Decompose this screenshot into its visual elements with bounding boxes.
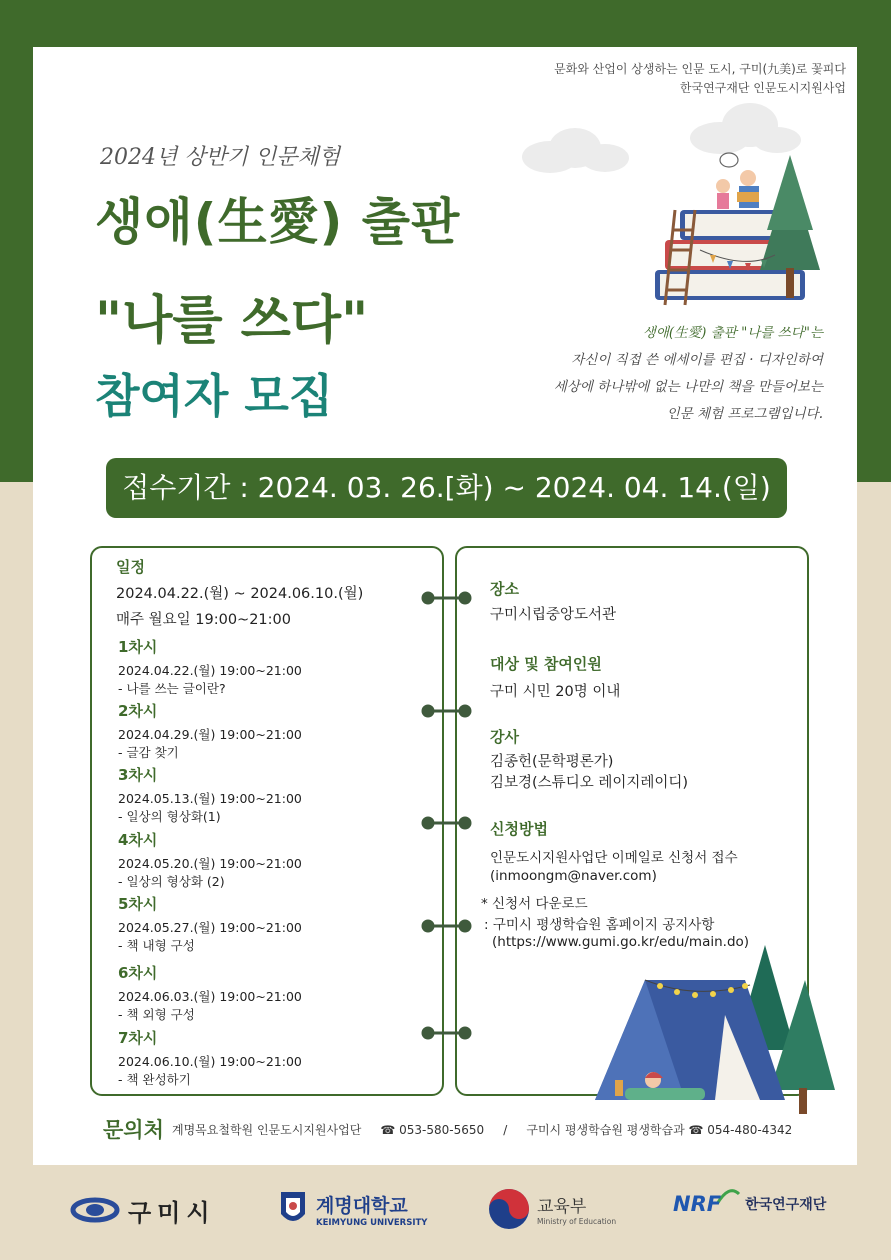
session-date: 2024.05.27.(월) 19:00~21:00 — [118, 920, 302, 935]
keimyung-name-kr: 계명대학교 — [316, 1194, 408, 1217]
session-topic: - 나를 쓰는 글이란? — [118, 681, 226, 696]
nrf-mark: NRF — [673, 1192, 722, 1216]
apply-line1: 인문도시지원사업단 이메일로 신청서 접수 — [490, 850, 738, 866]
program-subtitle: 2024년 상반기 인문체험 — [100, 145, 340, 170]
session-date: 2024.06.10.(월) 19:00~21:00 — [118, 1054, 302, 1069]
session-title: 4차시 — [118, 831, 158, 849]
download-location: : 구미시 평생학습원 홈페이지 공지사항 — [484, 917, 715, 933]
schedule-weekly: 매주 월요일 19:00~21:00 — [116, 612, 291, 628]
contact-separator: / — [503, 1123, 508, 1137]
contact-info — [172, 1121, 792, 1138]
taegeuk-icon — [487, 1187, 531, 1231]
session-title: 5차시 — [118, 895, 158, 913]
target-value: 구미 시민 20명 이내 — [490, 684, 621, 700]
program-description — [554, 320, 823, 428]
session-1 — [118, 636, 302, 697]
schedule-range: 2024.04.22.(월) ~ 2024.06.10.(월) — [116, 586, 364, 602]
session-7 — [118, 1027, 302, 1088]
session-title: 2차시 — [118, 702, 158, 720]
description-line1: 생애(生愛) 출판 "나를 쓰다"는 — [642, 325, 823, 341]
title-line2: "나를 쓰다" — [95, 291, 369, 351]
session-5 — [118, 893, 302, 954]
session-topic: - 글감 찾기 — [118, 745, 179, 760]
session-date: 2024.06.03.(월) 19:00~21:00 — [118, 989, 302, 1004]
application-period: 접수기간 : 2024. 03. 26.[화) ~ 2024. 04. 14.(일) — [106, 458, 787, 518]
children-reading-icon — [716, 153, 759, 209]
binder-ring-icon — [423, 706, 470, 716]
session-topic: - 책 내형 구성 — [118, 938, 195, 953]
gumi-logo-text: 구미시 — [128, 1198, 216, 1227]
cloud-icon — [522, 103, 801, 173]
contact-org1: 계명목요철학원 인문도시지원사업단 — [172, 1123, 362, 1137]
contact-org2: 구미시 평생학습원 평생학습과 — [526, 1123, 685, 1137]
keimyung-name-en: KEIMYUNG UNIVERSITY — [316, 1217, 428, 1228]
binder-ring-icon — [423, 818, 470, 828]
keimyung-logo — [278, 1188, 427, 1230]
session-title: 1차시 — [118, 638, 158, 656]
session-title: 3차시 — [118, 766, 158, 784]
session-6 — [118, 962, 302, 1023]
tagline-line2: 한국연구재단 인문도시지원사업 — [679, 81, 846, 95]
keimyung-shield-icon — [278, 1188, 308, 1230]
target-heading: 대상 및 참여인원 — [490, 655, 602, 673]
lecturer-heading: 강사 — [490, 728, 519, 746]
apply-heading: 신청방법 — [490, 820, 548, 838]
tagline — [554, 60, 846, 98]
session-title: 6차시 — [118, 964, 158, 982]
gumi-emblem-icon — [70, 1193, 120, 1227]
binder-ring-icon — [423, 593, 470, 603]
binder-ring-icon — [423, 921, 470, 931]
session-title: 7차시 — [118, 1029, 158, 1047]
download-label: * 신청서 다운로드 — [481, 896, 588, 912]
description-line4: 인문 체험 프로그램입니다. — [666, 406, 823, 422]
description-line2: 자신이 직접 쓴 에세이를 편집 · 디자인하여 — [571, 352, 823, 368]
apply-email[interactable]: (inmoongm@naver.com) — [490, 868, 657, 884]
moe-name-en: Ministry of Education — [537, 1217, 617, 1226]
session-date: 2024.04.22.(월) 19:00~21:00 — [118, 663, 302, 678]
description-line3: 세상에 하나밖에 없는 나만의 책을 만들어보는 — [553, 379, 823, 395]
lecturer-2: 김보경(스튜디오 레이지레이디) — [490, 775, 689, 791]
moe-logo-text — [537, 1192, 616, 1226]
moe-name-kr: 교육부 — [537, 1197, 587, 1217]
session-topic: - 일상의 형상화 (2) — [118, 874, 225, 889]
contact-phone1: ☎ 053-580-5650 — [380, 1123, 485, 1137]
binder-ring-icon — [423, 1028, 470, 1038]
schedule-heading: 일정 — [116, 558, 145, 576]
place-heading: 장소 — [490, 580, 519, 598]
books-illustration — [505, 100, 835, 315]
session-topic: - 책 외형 구성 — [118, 1007, 195, 1022]
nrf-logo — [673, 1192, 826, 1216]
nrf-name-kr: 한국연구재단 — [745, 1197, 827, 1213]
download-url[interactable]: (https://www.gumi.go.kr/edu/main.do) — [492, 934, 750, 950]
place-value: 구미시립중앙도서관 — [490, 607, 617, 623]
gumi-logo — [70, 1190, 216, 1230]
session-topic: - 일상의 형상화(1) — [118, 809, 221, 824]
contact-label: 문의처 — [103, 1118, 164, 1142]
keimyung-logo-text — [316, 1191, 427, 1228]
session-date: 2024.05.13.(월) 19:00~21:00 — [118, 791, 302, 806]
session-date: 2024.04.29.(월) 19:00~21:00 — [118, 727, 302, 742]
contact-phone2: ☎ 054-480-4342 — [688, 1123, 793, 1137]
session-topic: - 책 완성하기 — [118, 1072, 191, 1087]
session-2 — [118, 700, 302, 761]
session-4 — [118, 829, 302, 890]
lecturer-1: 김종헌(문학평론가) — [490, 754, 614, 770]
book-tent-illustration — [585, 940, 840, 1115]
session-date: 2024.05.20.(월) 19:00~21:00 — [118, 856, 302, 871]
session-3 — [118, 764, 302, 825]
binder-rings — [420, 590, 476, 1050]
moe-logo — [487, 1187, 616, 1231]
tagline-line1: 문화와 산업이 상생하는 인문 도시, 구미(九美)로 꽃피다 — [554, 62, 846, 76]
title-line1: 생애(生愛) 출판 — [95, 193, 461, 251]
title-line3: 참여자 모집 — [95, 369, 334, 423]
